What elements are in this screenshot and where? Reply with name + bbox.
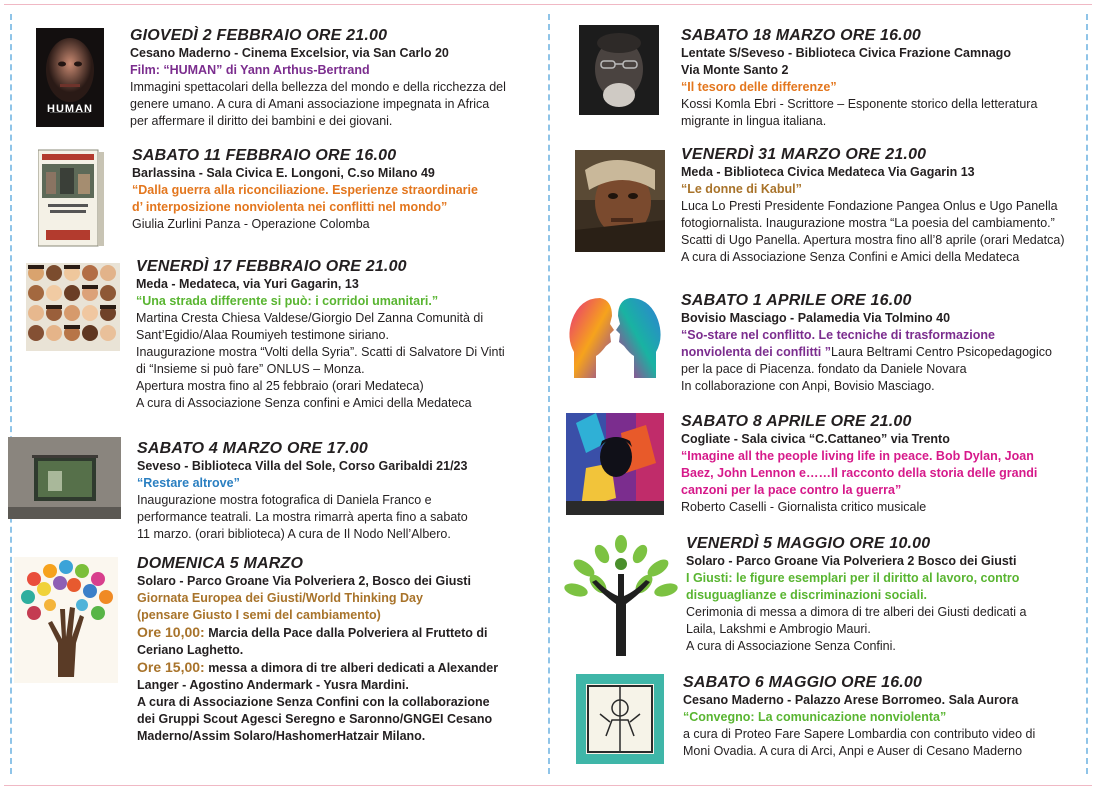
human-poster-title: HUMAN [47,103,93,115]
kabul-woman-image [575,150,665,252]
event-schedule-line [137,624,498,642]
left-dashed-edge [10,14,12,774]
event-desc-line: per la pace di Piacenza. fondato da Daniele Novara [681,362,967,376]
event-desc-line: genere umano. A cura di Amani associazione impegnata in Africa [130,97,490,111]
event-title-line: Baez, John Lennon e……Il racconto della storia delle grandi [681,466,1038,480]
green-tree-image [562,534,680,658]
window-photo-image [8,437,121,519]
event-desc-line: A cura di Associazione Senza Confini con la collaborazione [137,695,490,709]
event-date: DOMENICA 5 MARZO [137,555,304,572]
event-desc-line: Laila, Lakshmi e Ambrogio Mauri. [686,622,871,636]
event-schedule-line [137,659,498,677]
event-desc-line: Sant’Egidio/Alaa Roumiyeh testimone siriano. [136,328,389,342]
event-desc-line: Inaugurazione mostra “Volti della Syria”. Scatti di Salvatore Di Vinti [136,345,505,359]
event-schedule-line: Ceriano Laghetto. [137,643,244,657]
event-place: Meda - Biblioteca Civica Medateca Via Gagarin 13 [681,165,975,179]
faces-mosaic-image [26,263,120,351]
event-place: Solaro - Parco Groane Via Polveriera 2, Bosco dei Giusti [137,574,471,588]
event-desc-line: a cura di Proteo Fare Sapere Lombardia con contributo video di [683,727,1036,741]
event-date: VENERDÌ 5 MAGGIO ORE 10.00 [686,535,931,552]
event-place: Barlassina - Sala Civica E. Longoni, C.so Milano 49 [132,166,435,180]
event-desc-part: Laura Beltrami Centro Psicopedagogico [831,345,1052,359]
event-place: Solaro - Parco Groane Via Polveriera 2 Bosco dei Giusti [686,554,1017,568]
event-date: SABATO 18 MARZO ORE 16.00 [681,27,922,44]
event-desc-line: Kossi Komla Ebri - Scrittore – Esponente storico della letteratura [681,97,1038,111]
event-title: “Restare altrove” [137,476,240,490]
event-date: VENERDÌ 31 MARZO ORE 21.00 [681,146,927,163]
event-desc-line: Maderno/Assim Solaro/HashomerHatzair Milano. [137,729,426,743]
event-title-line: “So-stare nel conflitto. Le tecniche di trasformazione [681,328,995,342]
event-title-part: nonviolenta dei conflitti ” [681,345,831,359]
event-desc-line: Luca Lo Presti Presidente Fondazione Pangea Onlus e Ugo Panella [681,199,1058,213]
event-place-line: Lentate S/Seveso - Biblioteca Civica Frazione Camnago [681,46,1011,60]
event-title: “Il tesoro delle differenze” [681,80,837,94]
event-desc-line: A cura di Associazione Senza Confini e Amici della Medateca [681,250,1020,264]
event-place: Meda - Medateca, via Yuri Gagarin, 13 [136,277,359,291]
event-desc-line: Cerimonia di messa a dimora di tre alberi dei Giusti dedicati a [686,605,1027,619]
event-place: Cesano Maderno - Cinema Excelsior, via San Carlo 20 [130,46,449,60]
writer-portrait-image [579,25,659,115]
event-desc-line: Martina Cresta Chiesa Valdese/Giorgio Del Zanna Comunità di [136,311,484,325]
human-poster-image [36,28,104,127]
event-desc-line: A cura di Associazione Senza confini e Amici della Medateca [136,396,472,410]
center-fold-line [548,14,550,774]
schedule-time: Ore 10,00: [137,624,205,640]
event-title: Film: “HUMAN” di Yann Arthus-Bertrand [130,63,370,77]
event-desc-line: Apertura mostra fino al 25 febbraio (orari Medateca) [136,379,424,393]
event-desc-line: A cura di Associazione Senza Confini. [686,639,896,653]
event-desc-line: 11 marzo. (orari biblioteca) A cura de Il Nodo Nell’Albero. [137,527,451,541]
schedule-time: Ore 15,00: [137,659,205,675]
event-desc-line: di “Insieme si può fare” ONLUS – Monza. [136,362,365,376]
event-desc-line: Inaugurazione mostra fotografica di Daniela Franco e [137,493,432,507]
event-desc-line: fotogiornalista. Inaugurazione mostra “La poesia del cambiamento.” [681,216,1055,230]
event-desc-line: In collaborazione con Anpi, Bovisio Masciago. [681,379,935,393]
event-desc-line: Roberto Caselli - Giornalista critico musicale [681,500,927,514]
event-desc-line: Immagini spettacolari della bellezza del mondo e della ricchezza del [130,80,506,94]
event-desc-line: dei Gruppi Scout Agesci Seregno e Saronno/GNGEI Cesano [137,712,493,726]
event-desc-line: performance teatrali. La mostra rimarrà aperta fino a sabato [137,510,468,524]
event-title-line: “Imagine all the people living life in peace. Bob Dylan, Joan [681,449,1034,463]
window-figure-image [576,674,664,764]
two-heads-image [566,294,664,380]
event-place: Cogliate - Sala civica “C.Cattaneo” via Trento [681,432,950,446]
event-date: SABATO 11 FEBBRAIO ORE 16.00 [132,147,397,164]
event-title: “Le donne di Kabul” [681,182,802,196]
event-date: VENERDÌ 17 FEBBRAIO ORE 21.00 [136,258,407,275]
event-title-line: I Giusti: le figure esemplari per il diritto al lavoro, contro [686,571,1020,585]
event-title-line: “Dalla guerra alla riconciliazione. Esperienze straordinarie [132,183,478,197]
event-desc-line: migrante in lingua italiana. [681,114,827,128]
event-date: SABATO 4 MARZO ORE 17.00 [137,440,368,457]
event-schedule-line: Langer - Agostino Andermark - Yusra Mardini. [137,678,409,692]
event-date: SABATO 6 MAGGIO ORE 16.00 [683,674,923,691]
event-title-line [681,344,1052,361]
event-title-line: d’ interposizione nonviolenta nei conflitti nel mondo” [132,200,448,214]
event-place-line: Via Monte Santo 2 [681,63,789,77]
mural-dylan-image [566,413,664,515]
event-desc-line: Moni Ovadia. A cura di Arci, Anpi e Auser di Cesano Maderno [683,744,1023,758]
event-place: Bovisio Masciago - Palamedia Via Tolmino 40 [681,311,951,325]
schedule-text: Marcia della Pace dalla Polveriera al Frutteto di [204,626,488,640]
book-cover-image [38,146,104,248]
event-desc-line: Scatti di Ugo Panella. Apertura mostra fino all’8 aprile (orari Medatca) [681,233,1065,247]
event-desc-line: per affermare il diritto dei bambini e dei giovani. [130,114,393,128]
hand-tree-image [14,557,118,683]
event-date: SABATO 8 APRILE ORE 21.00 [681,413,912,430]
event-date: SABATO 1 APRILE ORE 16.00 [681,292,912,309]
event-title-line: disuguaglianze e discriminazioni sociali. [686,588,928,602]
event-place: Seveso - Biblioteca Villa del Sole, Corso Garibaldi 21/23 [137,459,468,473]
event-place: Cesano Maderno - Palazzo Arese Borromeo. Sala Aurora [683,693,1019,707]
event-title-line: canzoni per la pace contro la guerra” [681,483,902,497]
event-title: “Una strada differente si può: i corridoi umanitari.” [136,294,439,308]
schedule-text: messa a dimora di tre alberi dedicati a Alexander [204,661,499,675]
event-title: “Convegno: La comunicazione nonviolenta” [683,710,947,724]
right-dashed-edge [1086,14,1088,774]
event-desc-line: Giulia Zurlini Panza - Operazione Colomba [132,217,370,231]
event-date: GIOVEDÌ 2 FEBBRAIO ORE 21.00 [130,27,388,44]
event-title-line: (pensare Giusto I semi del cambiamento) [137,608,381,622]
event-title-line: Giornata Europea dei Giusti/World Thinking Day [137,591,423,605]
